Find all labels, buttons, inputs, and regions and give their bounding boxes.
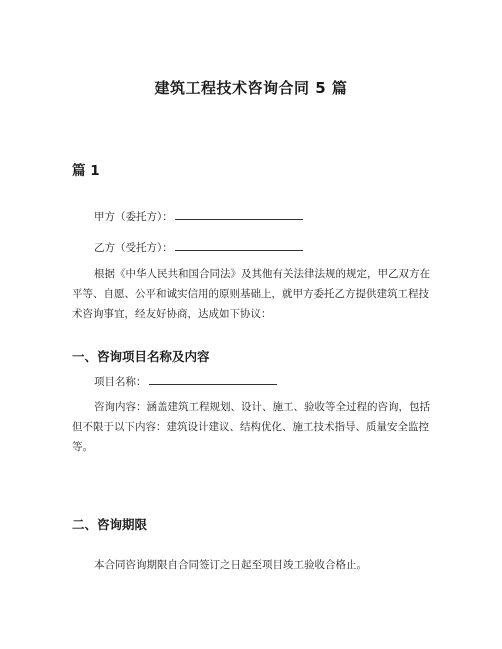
party-b-blank-line [175,240,303,251]
intro-paragraph: 根据《中华人民共和国合同法》及其他有关法律法规的规定，甲乙双方在平等、自愿、公平和诚实信用的原则基础上，就甲方委托乙方提供建筑工程技术咨询事宜，经友好协商，达成如下协议： [72,268,430,320]
document-title: 建筑工程技术咨询合同 5 篇 [154,79,348,97]
project-name-label: 项目名称： [94,376,147,388]
heading-consult-term: 二、咨询期限 [72,517,148,532]
section-title: 篇 1 [72,163,100,179]
party-a-label: 甲方（委托方）： [94,211,173,223]
party-a-field [94,209,303,224]
party-b-field [94,240,303,255]
term-paragraph: 本合同咨询期限自合同签订之日起至项目竣工验收合格止。 [94,559,367,571]
content-paragraph: 咨询内容：涵盖建筑工程规划、设计、施工、验收等全过程的咨询，包括但不限于以下内容：建筑设计建议、结构优化、施工技术指导、质量安全监控等。 [72,401,430,453]
heading-project-content: 一、咨询项目名称及内容 [72,349,210,364]
project-name-field [94,374,277,389]
party-b-label: 乙方（受托方）： [94,242,173,254]
project-name-blank-line [149,374,277,385]
party-a-blank-line [175,209,303,220]
